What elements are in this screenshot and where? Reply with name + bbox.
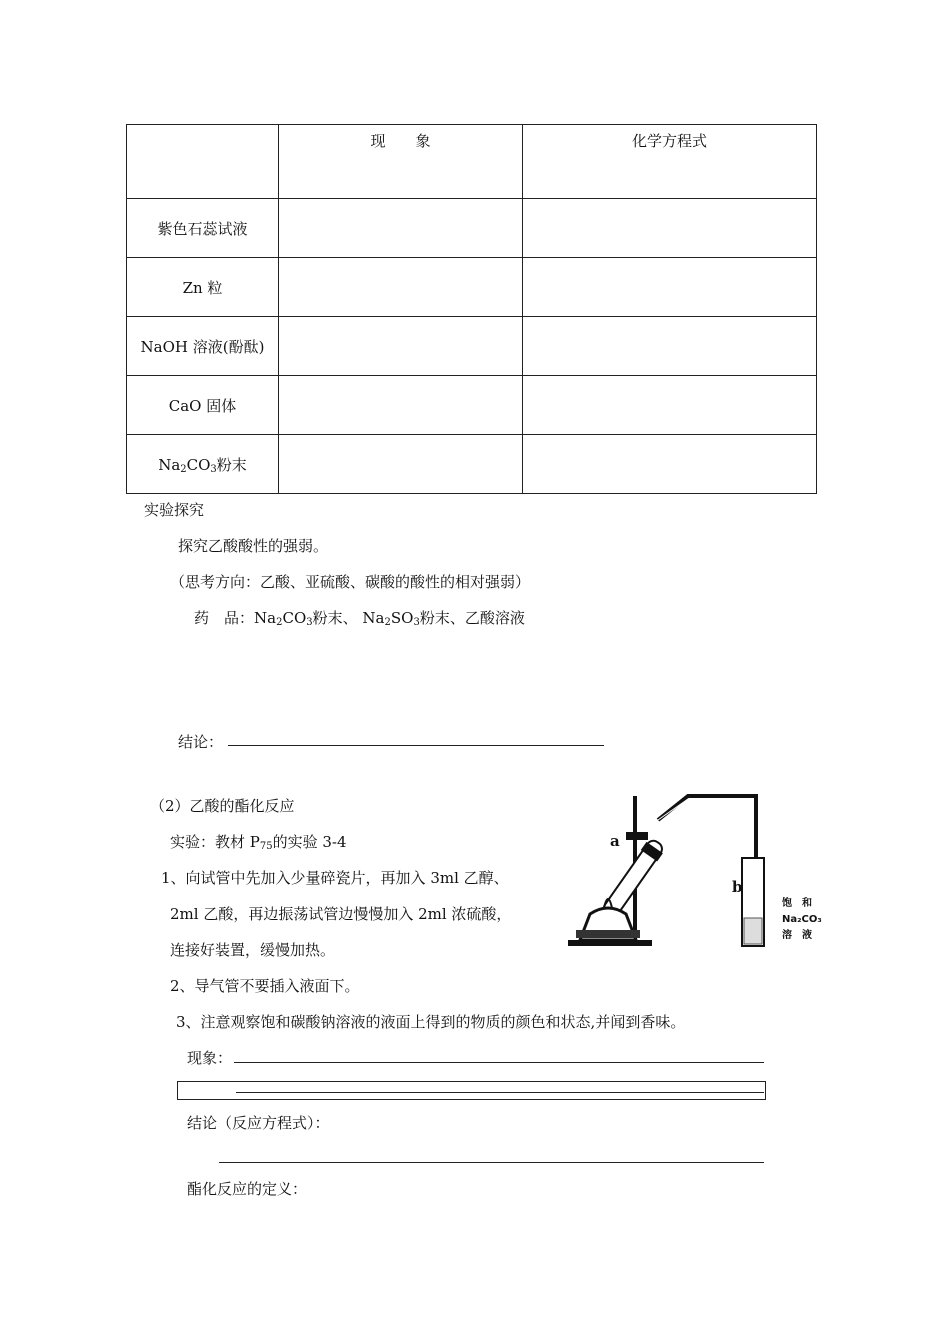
lamp-tray [576,930,640,938]
step-1-line-c: 连接好装置，缓慢加热。 [170,941,336,959]
conclusion-label-1: 结论： [178,733,224,751]
table-row [127,258,817,317]
step-1-line-b: 2ml 乙酸，再边振荡试管边慢慢加入 2ml 浓硫酸， [170,905,512,923]
equation-cell[interactable] [523,435,817,494]
reagent-cell: $Na_2CO_3$粉末 [127,435,279,494]
step-2: 2、导气管不要插入液面下。 [170,977,360,995]
phenomenon-cell[interactable] [279,317,523,376]
solution-label-2: Na₂CO₃ [782,914,822,925]
table-row [127,376,817,435]
equation-cell[interactable] [523,258,817,317]
table-row [127,435,817,494]
table-header-row [127,125,817,199]
definition-label: 酯化反应的定义： [187,1180,308,1198]
phenomenon-cell[interactable] [279,435,523,494]
phenomenon-label: 现象： [187,1049,233,1067]
equation-cell[interactable] [523,376,817,435]
reagent-cell: 紫色石蕊试液 [127,199,279,258]
header-cell-empty [127,125,279,199]
equation-cell[interactable] [523,317,817,376]
header-cell-equation: 化学方程式 [523,125,817,199]
phenomenon-cell[interactable] [279,199,523,258]
conclusion-answer-line-1[interactable] [228,745,604,746]
equation-cell[interactable] [523,199,817,258]
conclusion-label-2: 结论（反应方程式）： [187,1114,330,1132]
step-3: 3、注意观察饱和碳酸钠溶液的液面上得到的物质的颜色和状态,并闻到香味。 [176,1013,686,1031]
stand-clamp [626,832,648,840]
explore-line-1: 探究乙酸酸性的强弱。 [178,537,329,555]
section-title-esterification: （2）乙酸的酯化反应 [150,797,295,815]
table-row [127,199,817,258]
explore-line-2: （思考方向：乙酸、亚硫酸、碳酸的酸性的相对强弱） [170,573,531,591]
label-a: a [610,832,620,850]
na2co3-solution [744,918,762,944]
reagent-cell: Zn 粒 [127,258,279,317]
phenomenon-answer-line-2 [236,1092,764,1093]
step-1-line-a: 1、向试管中先加入少量碎瓷片，再加入 3ml 乙醇、 [161,869,509,887]
reagent-cell: NaOH 溶液(酚酞) [127,317,279,376]
phenomenon-answer-line[interactable] [234,1062,764,1063]
drugs-line: 药 品：$Na_2CO_3$粉末、 $Na_2SO_3$粉末、乙酸溶液 [194,609,525,628]
experiment-reference: 实验：教材 $P_{75}$的实验 3-4 [170,833,347,852]
phenomenon-answer-box[interactable] [177,1081,766,1100]
header-cell-phenomenon: 现 象 [279,125,523,199]
phenomenon-cell[interactable] [279,258,523,317]
label-b: b [732,878,743,896]
reagent-cell: CaO 固体 [127,376,279,435]
esterification-apparatus-figure [560,790,836,950]
equation-answer-line[interactable] [219,1162,764,1163]
table-row [127,317,817,376]
experiment-table [126,124,817,494]
solution-label-1: 饱 和 [782,898,812,909]
phenomenon-cell[interactable] [279,376,523,435]
solution-label-3: 溶 液 [782,930,812,941]
section-title-explore: 实验探究 [144,501,205,519]
